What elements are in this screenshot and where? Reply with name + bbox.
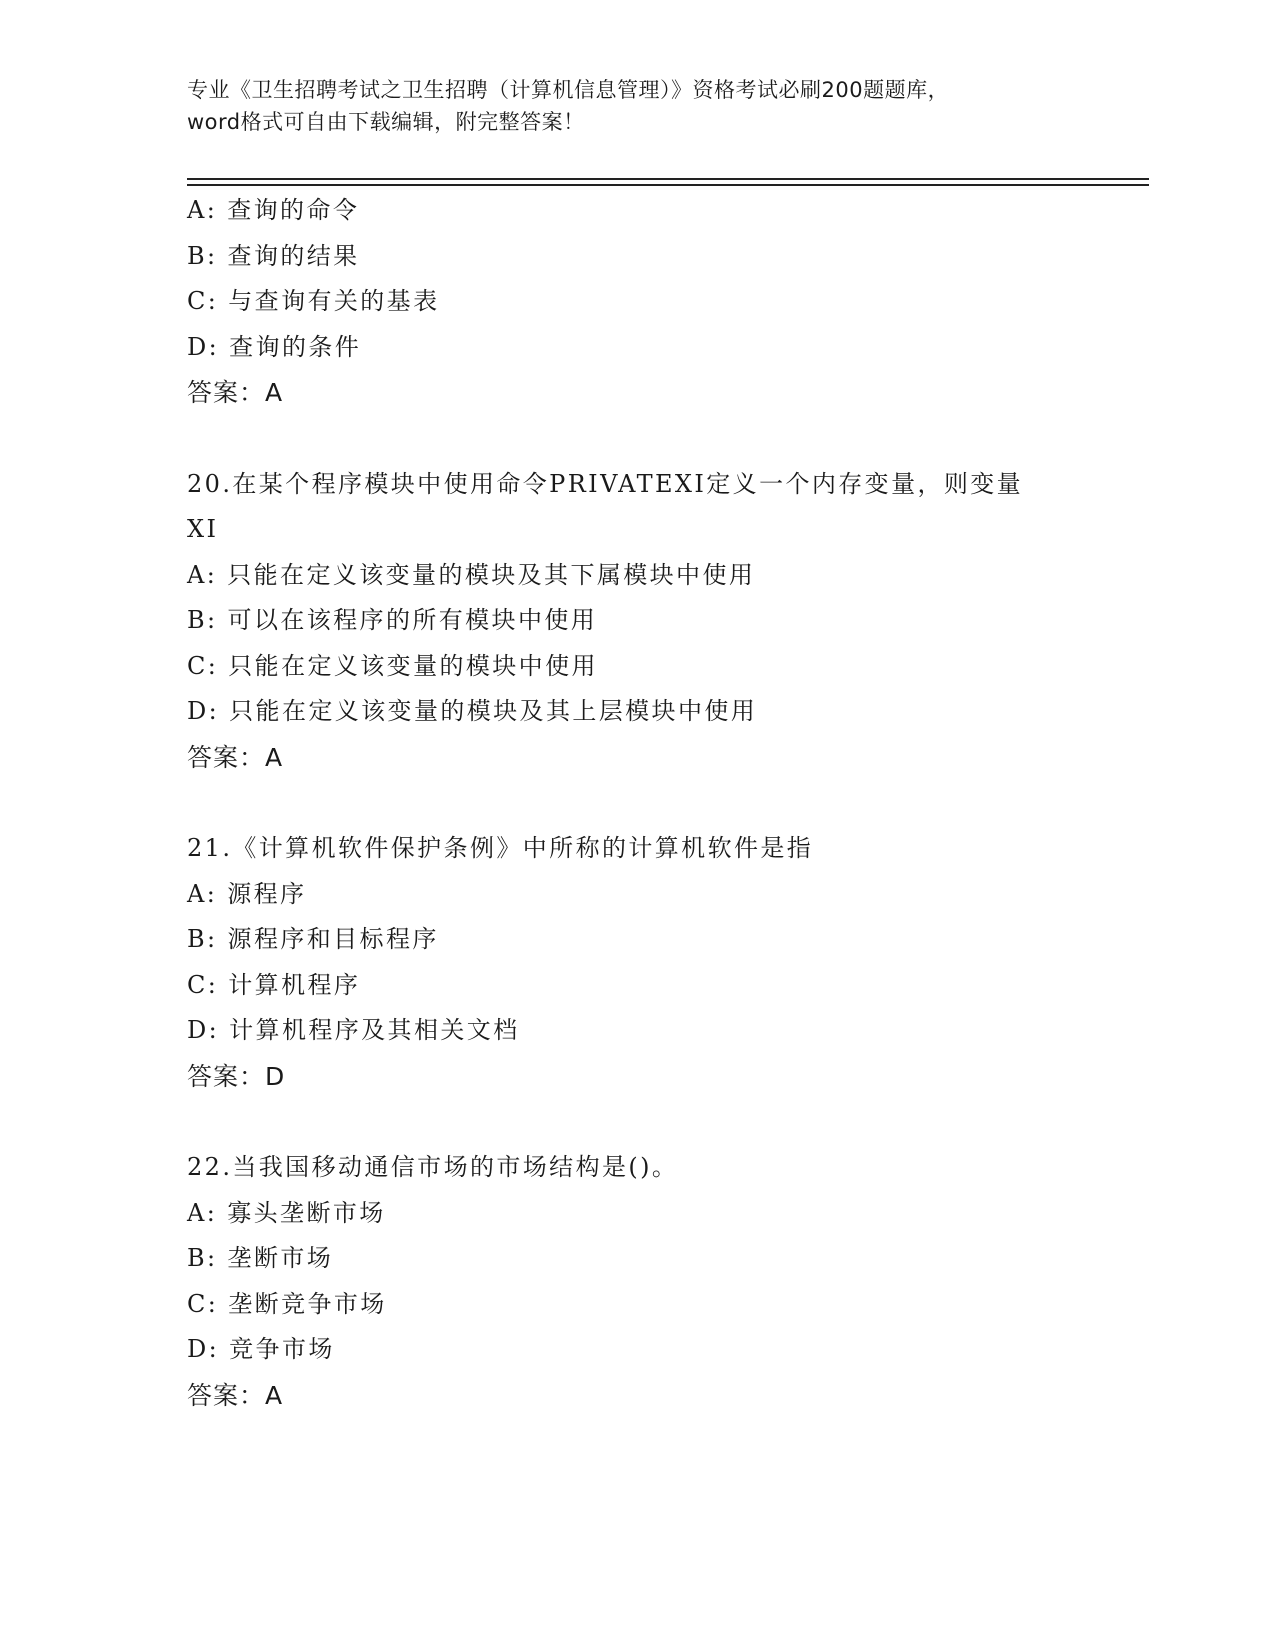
answer: 答案：A [187, 378, 284, 407]
spacer [187, 1099, 1087, 1145]
option-a: A: 寡头垄断市场 [187, 1198, 386, 1227]
question-list [187, 188, 1087, 1418]
option-b: B: 垄断市场 [187, 1244, 334, 1272]
answer: 答案：D [187, 1061, 286, 1091]
option-d: D: 只能在定义该变量的模块及其上层模块中使用 [187, 697, 758, 725]
option-b: B: 可以在该程序的所有模块中使用 [187, 606, 598, 634]
option-c: C: 只能在定义该变量的模块中使用 [187, 651, 598, 680]
question-text: 21.《计算机软件保护条例》中所称的计算机软件是指 [187, 834, 814, 862]
option-b: B: 源程序和目标程序 [187, 925, 439, 953]
option-c: C: 垄断竞争市场 [187, 1289, 387, 1318]
option-c: C: 计算机程序 [187, 970, 361, 999]
answer: 答案：A [187, 742, 284, 772]
spacer [187, 416, 1087, 462]
option-a: A: 源程序 [187, 879, 307, 908]
question-19 [187, 188, 1087, 416]
question-text: 20.在某个程序模块中使用命令PRIVATEXI定义一个内存变量，则变量 [187, 469, 1024, 498]
header-line-2: word格式可自由下载编辑，附完整答案！ [187, 110, 585, 134]
question-20 [187, 462, 1087, 781]
answer: 答案：A [187, 1380, 284, 1410]
header-rule-bottom [187, 184, 1149, 186]
question-text-continued: XI [187, 515, 219, 543]
question-text: 22.当我国移动通信市场的市场结构是()。 [187, 1153, 679, 1181]
option-d: D: 竞争市场 [187, 1335, 335, 1363]
option-c: C: 与查询有关的基表 [187, 287, 440, 315]
header-line-1: 专业《卫生招聘考试之卫生招聘（计算机信息管理）》资格考试必刷200题题库， [187, 78, 950, 102]
question-21 [187, 826, 1087, 1099]
option-d: D: 计算机程序及其相关文档 [187, 1016, 520, 1044]
document-header [187, 74, 1087, 138]
option-b: B: 查询的结果 [187, 241, 360, 270]
question-22 [187, 1145, 1087, 1418]
option-a: A: 查询的命令 [187, 196, 360, 224]
header-rule-top [187, 178, 1149, 180]
spacer [187, 780, 1087, 826]
option-d: D: 查询的条件 [187, 332, 362, 361]
option-a: A: 只能在定义该变量的模块及其下属模块中使用 [187, 560, 756, 589]
